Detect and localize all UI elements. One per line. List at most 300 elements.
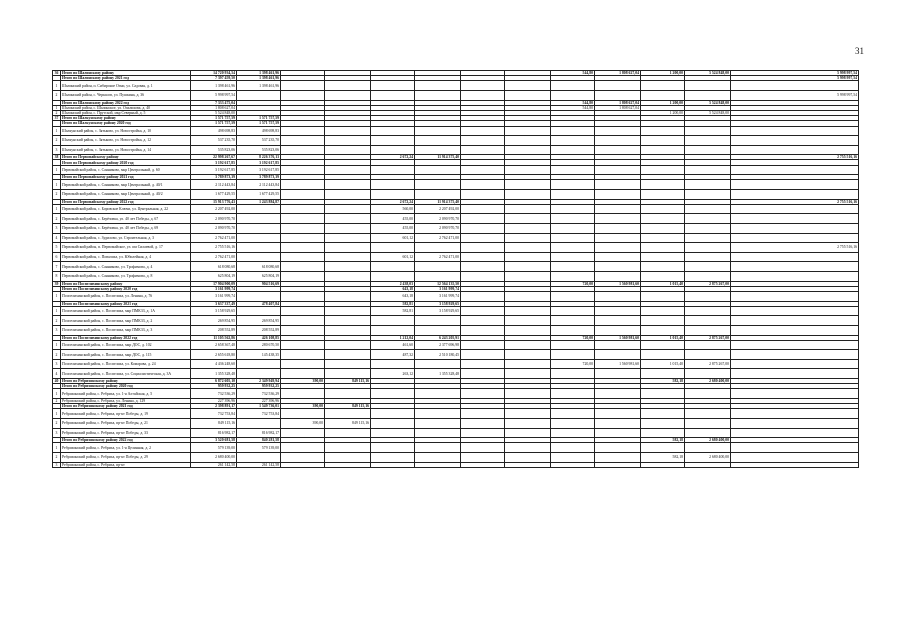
value-cell — [551, 190, 595, 200]
value-cell — [281, 81, 325, 91]
address-cell: Итого по Шалинскому району 2022 год — [61, 100, 191, 105]
value-cell — [551, 136, 595, 146]
value-cell — [371, 262, 415, 272]
address-cell: Ребрихинский район, с. Ребриха, ул. Ленина, д. 129 — [61, 399, 191, 404]
row-number-cell: 4 — [53, 369, 61, 379]
value-cell: 2 875 267,00 — [685, 335, 731, 340]
row-number-cell: 2 — [53, 214, 61, 224]
address-cell: Ребрихинский район, с. Ребриха, ул. 1-я Алтайская, д. 5 — [61, 389, 191, 399]
value-cell: 3 158 929,65 — [191, 306, 237, 316]
table-row — [53, 81, 859, 91]
value-cell — [415, 462, 461, 467]
value-cell — [641, 243, 685, 253]
row-number-cell: 1 — [53, 105, 61, 110]
value-cell — [325, 409, 371, 419]
value-cell: 2 755 516,16 — [191, 243, 237, 253]
table-row — [53, 316, 859, 326]
address-cell: Ребрихинский район, с. Ребриха, пр-кт Победы, д. 29 — [61, 452, 191, 462]
address-cell: Поспелихинский район, с. Поспелиха, ул. Социалистическая, д. 3А — [61, 369, 191, 379]
value-cell: 959 932,25 — [191, 384, 237, 389]
value-cell: 461,60 — [371, 340, 415, 350]
value-cell — [325, 262, 371, 272]
value-cell — [281, 291, 325, 301]
value-cell — [551, 233, 595, 243]
value-cell — [595, 389, 641, 399]
row-number-cell: 2 — [53, 419, 61, 429]
value-cell — [505, 316, 551, 326]
value-cell — [237, 369, 281, 379]
value-cell — [325, 271, 371, 281]
address-cell: Итого по Первомайскому району 2020 год — [61, 160, 191, 165]
value-cell — [415, 325, 461, 335]
row-number-cell: 3 — [53, 145, 61, 155]
value-cell — [641, 462, 685, 467]
value-cell: 269 854,95 — [237, 316, 281, 326]
value-cell: 959 932,25 — [237, 384, 281, 389]
value-cell — [371, 409, 415, 419]
table-row — [53, 204, 859, 214]
value-cell — [595, 126, 641, 136]
value-cell — [641, 409, 685, 419]
address-cell: Шалкунский район, с. Зятьково, ул. Новостройка, д. 12 — [61, 136, 191, 146]
value-cell — [415, 452, 461, 462]
value-cell: 17 904 900,09 — [191, 281, 237, 286]
table-row — [53, 136, 859, 146]
value-cell: 2 680 400,00 — [685, 452, 731, 462]
value-cell: 3 161 999,74 — [415, 286, 461, 291]
value-cell — [685, 325, 731, 335]
value-cell: 2 655 618,80 — [191, 350, 237, 360]
table-row — [53, 243, 859, 253]
value-cell — [731, 409, 859, 419]
value-cell: 261 142,58 — [237, 462, 281, 467]
value-cell — [415, 389, 461, 399]
value-cell — [415, 271, 461, 281]
value-cell — [641, 271, 685, 281]
value-cell — [461, 136, 505, 146]
value-cell: 2 090 970,70 — [191, 224, 237, 234]
value-cell — [461, 271, 505, 281]
value-cell: 1 571 757,59 — [237, 116, 281, 121]
value-cell — [281, 165, 325, 175]
value-cell — [371, 419, 415, 429]
value-cell — [461, 369, 505, 379]
address-cell: Ребрихинский район, с. Ребриха, пр-кт Победы, д. 19 — [61, 409, 191, 419]
value-cell — [325, 369, 371, 379]
address-cell: Первомайский район, с. Берёзовка, ул. 40 лет Победы, д. 69 — [61, 224, 191, 234]
value-cell: 1 398 461,96 — [191, 81, 237, 91]
value-cell: 227 396,96 — [191, 399, 237, 404]
value-cell — [371, 325, 415, 335]
value-cell — [461, 262, 505, 272]
value-cell — [415, 359, 461, 369]
value-cell — [461, 350, 505, 360]
value-cell — [551, 180, 595, 190]
value-cell: 1 560 981,60 — [595, 335, 641, 340]
value-cell — [641, 389, 685, 399]
value-cell — [595, 243, 641, 253]
value-cell: 849 115,16 — [325, 419, 371, 429]
value-cell: 5 524 848,00 — [685, 110, 731, 115]
value-cell — [731, 165, 859, 175]
value-cell — [685, 81, 731, 91]
value-cell — [237, 419, 281, 429]
value-cell: 2 762 471,00 — [415, 233, 461, 243]
value-cell: 2 207 492,00 — [191, 204, 237, 214]
value-cell — [371, 389, 415, 399]
value-cell: 2 680 400,00 — [685, 438, 731, 443]
value-cell — [415, 180, 461, 190]
value-cell — [685, 291, 731, 301]
value-cell — [281, 409, 325, 419]
value-cell — [415, 136, 461, 146]
value-cell — [237, 90, 281, 100]
address-cell: Поспелихинский район, с. Поспелиха, ул. Комарова, д. 24 — [61, 359, 191, 369]
value-cell — [325, 452, 371, 462]
table-row — [53, 452, 859, 462]
value-cell — [371, 462, 415, 467]
value-cell — [371, 190, 415, 200]
value-cell: 2 762 471,00 — [191, 233, 237, 243]
value-cell — [685, 224, 731, 234]
value-cell — [281, 271, 325, 281]
address-cell: Первомайский район, с. Санниково, мкр Центральный, д. 60 — [61, 165, 191, 175]
value-cell — [505, 452, 551, 462]
value-cell — [595, 409, 641, 419]
table-row — [53, 271, 859, 281]
value-cell — [551, 306, 595, 316]
row-number-cell: 37 — [53, 116, 61, 121]
value-cell — [281, 252, 325, 262]
value-cell — [415, 316, 461, 326]
value-cell: 3 637 337,49 — [191, 301, 237, 306]
value-cell — [685, 340, 731, 350]
table-row — [53, 224, 859, 234]
value-cell — [731, 252, 859, 262]
row-number-cell: 1 — [53, 165, 61, 175]
value-cell — [371, 443, 415, 453]
row-number-cell: 1 — [53, 81, 61, 91]
value-cell — [325, 428, 371, 438]
value-cell: 2 755 516,16 — [731, 199, 859, 204]
address-cell: Шалинский район, п. Сибирские Огни, ул. Садовая, д. 1 — [61, 81, 191, 91]
value-cell — [505, 462, 551, 467]
value-cell — [505, 325, 551, 335]
value-cell: 3 158 929,65 — [415, 301, 461, 306]
address-cell: Первомайский район, с. Санниково, ул. Трофимова, д. 4 — [61, 262, 191, 272]
address-cell: Шалкунский район, с. Зятьково, ул. Новостройка, д. 14 — [61, 145, 191, 155]
row-number-cell: 1 — [53, 409, 61, 419]
row-number-cell: 2 — [53, 190, 61, 200]
value-cell: 3 158 929,65 — [415, 306, 461, 316]
value-cell: 1 355 328,48 — [191, 369, 237, 379]
value-cell: 7 397 459,50 — [191, 76, 237, 81]
value-cell: 11 105 562,86 — [191, 335, 237, 340]
address-cell: Ребрихинский район, с. Ребриха, пр-кт — [61, 462, 191, 467]
value-cell — [237, 214, 281, 224]
value-cell — [551, 204, 595, 214]
value-cell: 5 998 997,54 — [731, 76, 859, 81]
address-cell: Первомайский район, с. Санниково, мкр Центральный, д. 40/2 — [61, 190, 191, 200]
value-cell — [551, 409, 595, 419]
value-cell — [461, 252, 505, 262]
table-row — [53, 409, 859, 419]
value-cell — [551, 271, 595, 281]
value-cell — [461, 443, 505, 453]
value-cell — [415, 81, 461, 91]
address-cell: Шалинский район, с. Шалинское, ул. Опалихова, д. 40 — [61, 105, 191, 110]
row-number-cell: 1 — [53, 291, 61, 301]
value-cell: 455,00 — [371, 214, 415, 224]
value-cell — [551, 325, 595, 335]
value-cell: 2 398 891,17 — [191, 404, 237, 409]
value-cell: 14 720 934,54 — [191, 71, 237, 76]
value-cell — [685, 180, 731, 190]
value-cell — [731, 389, 859, 399]
value-cell: 732 536,29 — [237, 389, 281, 399]
row-number-cell: 4 — [53, 233, 61, 243]
value-cell — [325, 340, 371, 350]
value-cell — [415, 419, 461, 429]
value-cell: 625 804,19 — [237, 271, 281, 281]
value-cell — [325, 325, 371, 335]
value-cell — [641, 369, 685, 379]
value-cell — [685, 165, 731, 175]
value-cell — [731, 214, 859, 224]
value-cell — [685, 316, 731, 326]
value-cell — [595, 428, 641, 438]
value-cell — [325, 359, 371, 369]
value-cell — [551, 419, 595, 429]
value-cell — [595, 350, 641, 360]
value-cell — [461, 214, 505, 224]
value-cell — [595, 325, 641, 335]
value-cell: 582,81 — [371, 301, 415, 306]
value-cell: 3 192 617,85 — [191, 165, 237, 175]
value-cell — [505, 428, 551, 438]
value-cell: 1 808 627,04 — [191, 105, 237, 110]
value-cell: 3 789 873,39 — [237, 175, 281, 180]
value-cell: 579 139,00 — [237, 443, 281, 453]
value-cell — [281, 224, 325, 234]
value-cell: 5 998 997,54 — [731, 90, 859, 100]
value-cell — [325, 389, 371, 399]
value-cell — [371, 165, 415, 175]
value-cell — [641, 233, 685, 243]
value-cell: 720,00 — [551, 281, 595, 286]
value-cell — [281, 262, 325, 272]
value-cell — [505, 409, 551, 419]
value-cell — [685, 243, 731, 253]
value-cell — [281, 136, 325, 146]
value-cell — [281, 145, 325, 155]
value-cell — [595, 452, 641, 462]
row-number-cell: 1 — [53, 340, 61, 350]
value-cell — [595, 419, 641, 429]
value-cell — [371, 90, 415, 100]
value-cell — [415, 428, 461, 438]
value-cell: 2 090 970,70 — [415, 224, 461, 234]
row-number-cell: 1 — [53, 443, 61, 453]
value-cell: 1 212,04 — [371, 335, 415, 340]
address-cell: Первомайский район, с. Зудилово, ул. Строительная, д. 3 — [61, 233, 191, 243]
value-cell — [461, 419, 505, 429]
value-cell — [595, 369, 641, 379]
value-cell — [325, 462, 371, 467]
value-cell — [461, 145, 505, 155]
value-cell — [281, 180, 325, 190]
value-cell: 544,80 — [551, 100, 595, 105]
address-cell: Поспелихинский район, с. Поспелиха, мкр ПМК33, д. 2 — [61, 316, 191, 326]
value-cell — [281, 359, 325, 369]
value-cell — [505, 165, 551, 175]
value-cell: 145 438,35 — [237, 350, 281, 360]
value-cell: 478 407,84 — [237, 301, 281, 306]
address-cell: Первомайский район, с. Санниково, мкр Центральный, д. 40/1 — [61, 180, 191, 190]
value-cell — [415, 126, 461, 136]
value-cell — [281, 443, 325, 453]
value-cell — [551, 291, 595, 301]
value-cell — [371, 359, 415, 369]
value-cell — [685, 233, 731, 243]
value-cell: 263,12 — [371, 369, 415, 379]
value-cell: 535 823,06 — [237, 145, 281, 155]
value-cell — [731, 419, 859, 429]
value-cell — [641, 325, 685, 335]
row-number-cell: 39 — [53, 281, 61, 286]
value-cell — [505, 243, 551, 253]
value-cell — [641, 204, 685, 214]
value-cell — [731, 291, 859, 301]
value-cell — [461, 340, 505, 350]
value-cell — [685, 389, 731, 399]
value-cell — [595, 145, 641, 155]
value-cell — [461, 291, 505, 301]
value-cell: 1 549 736,01 — [237, 404, 281, 409]
value-cell — [551, 90, 595, 100]
value-cell: 1 200,00 — [641, 71, 685, 76]
row-number-cell: 3 — [53, 462, 61, 467]
value-cell: 11 914 375,40 — [415, 155, 461, 160]
value-cell — [281, 126, 325, 136]
value-cell — [641, 291, 685, 301]
value-cell — [415, 90, 461, 100]
value-cell: 2 875 267,00 — [685, 359, 731, 369]
row-number-cell: 1 — [53, 306, 61, 316]
value-cell: 6 243 205,91 — [415, 335, 461, 340]
value-cell — [461, 126, 505, 136]
address-cell: Итого по Поспелихинскому району 2020 год — [61, 286, 191, 291]
table-row — [53, 90, 859, 100]
value-cell: 269 854,95 — [191, 316, 237, 326]
value-cell: 2 510 180,45 — [415, 350, 461, 360]
value-cell: 582,18 — [641, 452, 685, 462]
value-cell — [731, 369, 859, 379]
value-cell — [551, 369, 595, 379]
address-cell: Ребрихинский район, с. Ребриха, пр-кт Победы, д. 21 — [61, 419, 191, 429]
value-cell — [237, 306, 281, 316]
value-cell — [281, 350, 325, 360]
value-cell — [685, 145, 731, 155]
value-cell — [595, 90, 641, 100]
value-cell: 455,00 — [371, 224, 415, 234]
value-cell — [237, 359, 281, 369]
value-cell: 560,00 — [371, 204, 415, 214]
address-cell: Итого по Шалкунскому району 2020 год — [61, 121, 191, 126]
value-cell: 1 677 429,55 — [237, 190, 281, 200]
value-cell — [685, 419, 731, 429]
table-row — [53, 252, 859, 262]
value-cell: 2 112 443,84 — [191, 180, 237, 190]
value-cell — [505, 136, 551, 146]
value-cell — [731, 126, 859, 136]
value-cell — [237, 243, 281, 253]
value-cell — [461, 325, 505, 335]
value-cell — [641, 252, 685, 262]
value-cell — [505, 369, 551, 379]
value-cell — [505, 359, 551, 369]
value-cell — [281, 306, 325, 316]
table-row — [53, 369, 859, 379]
value-cell — [551, 340, 595, 350]
value-cell — [325, 204, 371, 214]
value-cell — [551, 443, 595, 453]
value-cell: 2 672,24 — [371, 155, 415, 160]
value-cell — [685, 409, 731, 419]
value-cell — [731, 359, 859, 369]
address-cell: Итого по Поспелихинскому району 2022 год — [61, 335, 191, 340]
value-cell: 2 090 970,70 — [415, 214, 461, 224]
value-cell: 1 200,00 — [641, 110, 685, 115]
value-cell — [371, 428, 415, 438]
value-cell — [641, 90, 685, 100]
value-cell — [641, 350, 685, 360]
table-row — [53, 145, 859, 155]
value-cell: 426 108,85 — [237, 335, 281, 340]
value-cell: 1 808 627,04 — [595, 71, 641, 76]
value-cell — [237, 204, 281, 214]
row-number-cell: 2 — [53, 452, 61, 462]
value-cell: 732 753,84 — [237, 409, 281, 419]
value-cell — [505, 214, 551, 224]
value-cell — [505, 443, 551, 453]
value-cell — [325, 443, 371, 453]
value-cell: 8 226 376,13 — [237, 155, 281, 160]
table-row — [53, 180, 859, 190]
table-row — [53, 233, 859, 243]
value-cell — [641, 190, 685, 200]
value-cell — [281, 369, 325, 379]
value-cell: 4 436 248,60 — [191, 359, 237, 369]
value-cell — [551, 462, 595, 467]
address-cell: Итого по Ребрихинскому району 2022 год — [61, 438, 191, 443]
address-cell: Итого по Первомайскому району 2021 год — [61, 175, 191, 180]
row-number-cell: 38 — [53, 155, 61, 160]
value-cell: 3 520 681,58 — [191, 438, 237, 443]
table-body — [53, 71, 859, 468]
table-row — [53, 126, 859, 136]
value-cell — [595, 462, 641, 467]
address-cell: Итого по Шалинскому району 2021 год — [61, 76, 191, 81]
value-cell: 816 982,17 — [191, 428, 237, 438]
address-cell: Шалкунский район, с. Зятьково, ул. Новостройка, д. 10 — [61, 126, 191, 136]
value-cell: 1 243 884,87 — [237, 199, 281, 204]
value-cell — [281, 204, 325, 214]
value-cell — [461, 81, 505, 91]
value-cell — [551, 452, 595, 462]
value-cell — [595, 252, 641, 262]
value-cell: 1 015,40 — [641, 335, 685, 340]
